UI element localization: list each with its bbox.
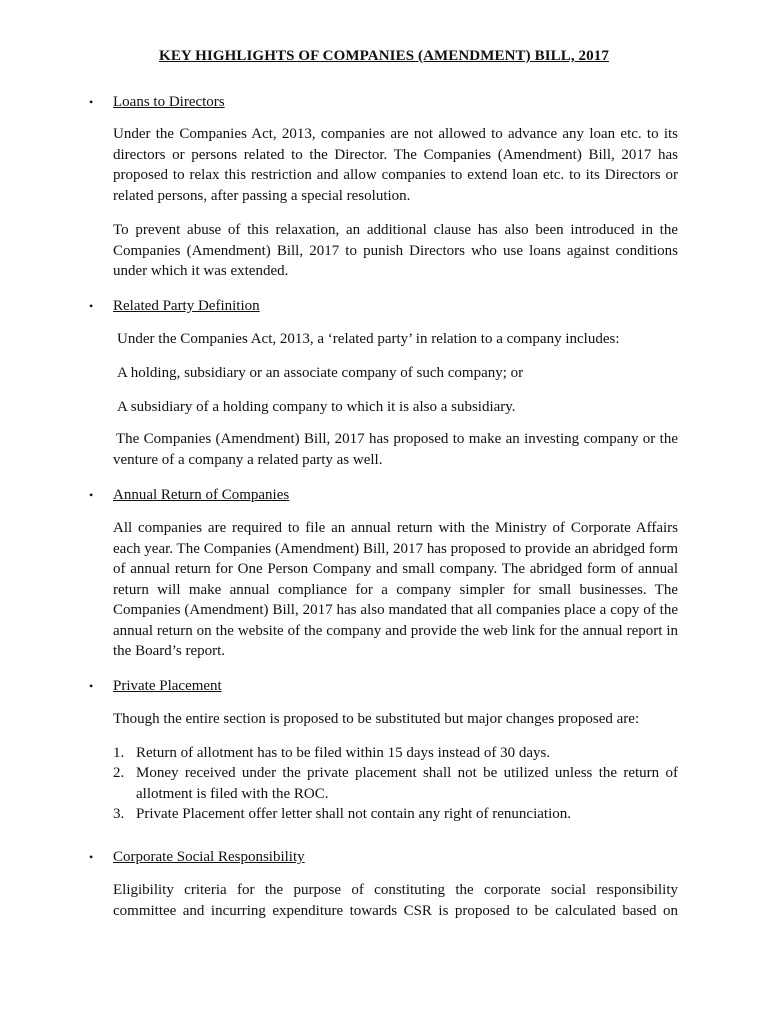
section-heading-label: Related Party Definition (113, 298, 260, 314)
list-text: Money received under the private placement shall not be utilized unless the return of allotment is filed with the ROC. (136, 765, 678, 802)
section-heading-label: Corporate Social Responsibility (113, 849, 305, 865)
paragraph: The Companies (Amendment) Bill, 2017 has proposed to make an investing company or the venture of a company a related party as well. (113, 431, 678, 468)
bullet-icon: • (89, 488, 94, 502)
bullet-icon: • (89, 95, 94, 109)
bullet-icon: • (89, 850, 94, 864)
section-heading-csr (89, 847, 689, 868)
list-text: Return of allotment has to be filed within 15 days instead of 30 days. (136, 745, 551, 761)
paragraph: Under the Companies Act, 2013, companies are not allowed to advance any loan etc. to its directors or persons related to the Director. The Companies (Amendment) Bill, 2017 has proposed to relax this restriction and allow companies to extend loan etc. to its Directors or related persons, after passing a special resolution. (113, 126, 678, 204)
bullet-icon: • (89, 679, 94, 693)
paragraph: To prevent abuse of this relaxation, an additional clause has also been introduced in the Companies (Amendment) Bill, 2017 to punish Directors who use loans against conditions under which it was extended. (113, 222, 678, 279)
section-heading-label: Annual Return of Companies (113, 487, 290, 503)
section-heading-related-party (89, 296, 689, 317)
list-number: 1. (113, 745, 125, 761)
paragraph: All companies are required to file an annual return with the Ministry of Corporate Affairs each year. The Companies (Amendment) Bill, 2017 has proposed to provide an abridged form of annual return for One Person Company and small company. The abridged form of annual return will make annual compliance for a company simpler for small businesses. The Companies (Amendment) Bill, 2017 has also mandated that all companies place a copy of the annual return on the website of the company and provide the web link for the annual report in the Board’s report. (113, 520, 678, 659)
document-title: KEY HIGHLIGHTS OF COMPANIES (AMENDMENT) BILL, 2017 (159, 48, 609, 64)
section-heading-label: Loans to Directors (113, 94, 225, 110)
paragraph: A subsidiary of a holding company to which it is also a subsidiary. (117, 399, 516, 415)
section-heading-label: Private Placement (113, 678, 222, 694)
section-heading-private-placement (89, 676, 689, 697)
list-text: Private Placement offer letter shall not contain any right of renunciation. (136, 806, 571, 822)
section-heading-loans (89, 92, 689, 113)
list-number: 2. (113, 765, 125, 781)
section-heading-annual-return (89, 485, 689, 506)
bullet-icon: • (89, 299, 94, 313)
paragraph: Though the entire section is proposed to be substituted but major changes proposed are: (113, 711, 640, 727)
paragraph: A holding, subsidiary or an associate company of such company; or (117, 365, 524, 381)
paragraph: Eligibility criteria for the purpose of constituting the corporate social responsibility committee and incurring expenditure towards CSR is proposed to be calculated based on (113, 882, 678, 919)
list-number: 3. (113, 806, 125, 822)
paragraph: Under the Companies Act, 2013, a ‘related party’ in relation to a company includes: (117, 331, 620, 347)
